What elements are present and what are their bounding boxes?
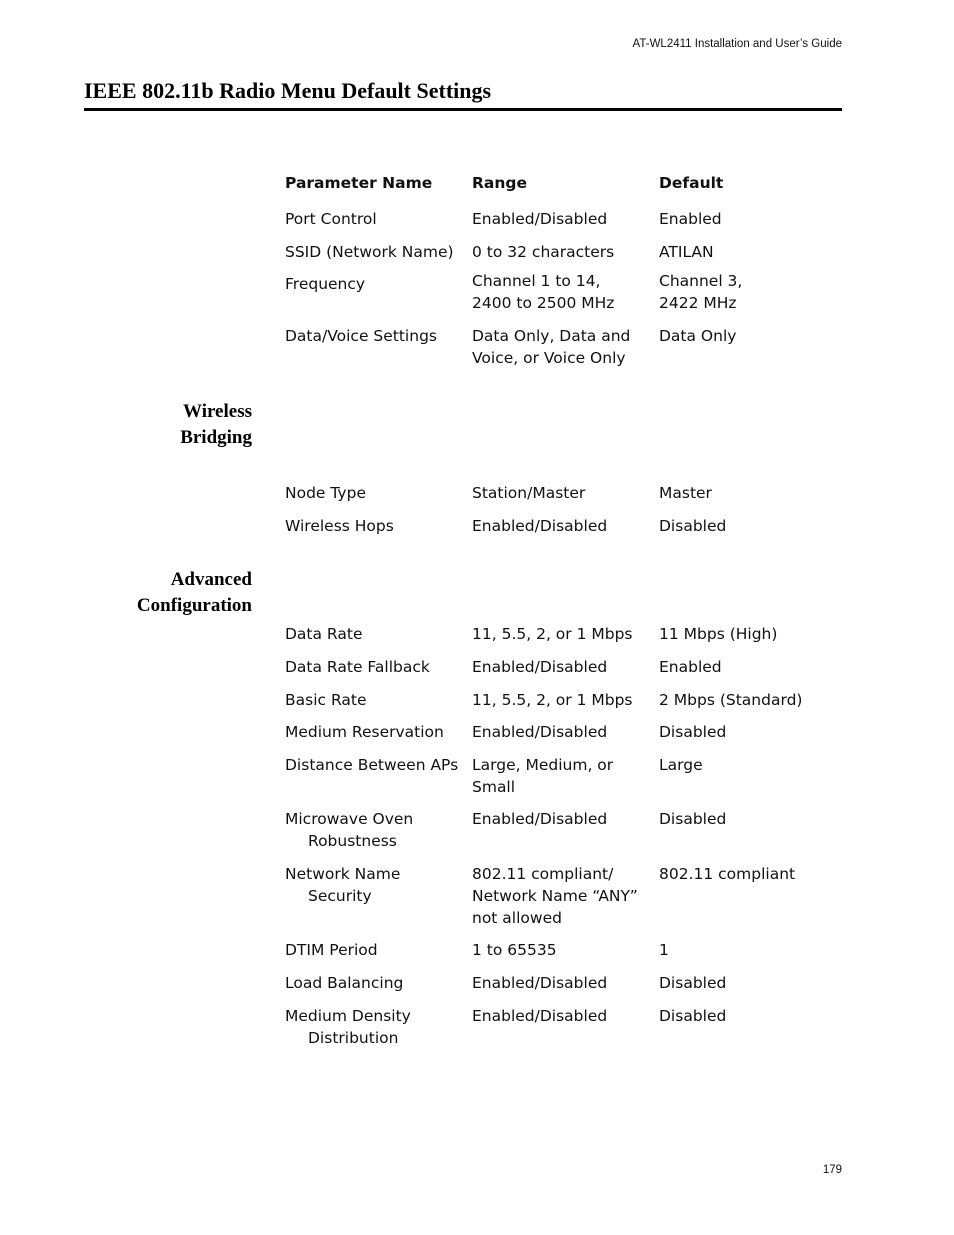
- param-name: Network Name: [285, 865, 401, 883]
- param-name-continuation: Security: [308, 887, 372, 905]
- default-value: 1: [659, 941, 669, 959]
- param-name: DTIM Period: [285, 941, 378, 959]
- default-value: Disabled: [659, 517, 727, 535]
- param-name-continuation: Distribution: [308, 1029, 399, 1047]
- title-rule: [84, 108, 842, 111]
- param-name: SSID (Network Name): [285, 243, 454, 261]
- range-value: 802.11 compliant/: [472, 865, 614, 883]
- section-heading-line: Configuration: [136, 595, 252, 616]
- section-heading-line: Bridging: [180, 427, 252, 448]
- section-heading-advanced-configuration: [84, 567, 252, 619]
- default-value: 11 Mbps (High): [659, 625, 778, 643]
- range-value: Enabled/Disabled: [472, 1007, 608, 1025]
- range-value: Large, Medium, or: [472, 756, 614, 774]
- default-value: Channel 3,: [659, 272, 743, 290]
- param-name: Port Control: [285, 210, 377, 228]
- range-value: Small: [472, 778, 516, 796]
- page-number: 179: [822, 1164, 842, 1176]
- range-value: Network Name “ANY”: [472, 887, 638, 905]
- range-value: Voice, or Voice Only: [472, 349, 626, 367]
- param-name: Data/Voice Settings: [285, 327, 437, 345]
- range-value: Enabled/Disabled: [472, 974, 608, 992]
- section-heading-line: Advanced: [170, 569, 252, 590]
- default-value: 2 Mbps (Standard): [659, 691, 803, 709]
- param-name: Basic Rate: [285, 691, 367, 709]
- range-value: Enabled/Disabled: [472, 723, 608, 741]
- range-value: 1 to 65535: [472, 941, 557, 959]
- param-name: Medium Density: [285, 1007, 411, 1025]
- default-value: 2422 MHz: [659, 294, 737, 312]
- default-value: Disabled: [659, 974, 727, 992]
- range-value: Enabled/Disabled: [472, 658, 608, 676]
- default-value: Disabled: [659, 1007, 727, 1025]
- default-value: Enabled: [659, 210, 722, 228]
- range-value: Enabled/Disabled: [472, 810, 608, 828]
- column-header-range: Range: [472, 174, 528, 192]
- section-heading-line: Wireless: [183, 401, 252, 422]
- range-value: Channel 1 to 14,: [472, 272, 601, 290]
- default-value: Data Only: [659, 327, 737, 345]
- range-value: 0 to 32 characters: [472, 243, 615, 261]
- param-name: Node Type: [285, 484, 366, 502]
- default-value: Disabled: [659, 723, 727, 741]
- default-value: 802.11 compliant: [659, 865, 796, 883]
- param-name: Distance Between APs: [285, 756, 459, 774]
- section-heading-wireless-bridging: [84, 399, 252, 451]
- param-name-continuation: Robustness: [308, 832, 397, 850]
- param-name: Microwave Oven: [285, 810, 414, 828]
- column-header-parameter: Parameter Name: [285, 174, 433, 192]
- param-name: Medium Reservation: [285, 723, 444, 741]
- param-name: Wireless Hops: [285, 517, 394, 535]
- page-title: IEEE 802.11b Radio Menu Default Settings: [84, 78, 492, 103]
- column-header-default: Default: [659, 174, 724, 192]
- default-value: Master: [659, 484, 712, 502]
- param-name: Data Rate Fallback: [285, 658, 430, 676]
- param-name: Load Balancing: [285, 974, 404, 992]
- default-value: Disabled: [659, 810, 727, 828]
- range-value: Station/Master: [472, 484, 586, 502]
- range-value: 11, 5.5, 2, or 1 Mbps: [472, 691, 633, 709]
- running-header: AT-WL2411 Installation and User’s Guide: [632, 38, 842, 50]
- default-value: Large: [659, 756, 703, 774]
- default-value: ATILAN: [659, 243, 714, 261]
- param-name: Data Rate: [285, 625, 363, 643]
- range-value: 2400 to 2500 MHz: [472, 294, 615, 312]
- default-value: Enabled: [659, 658, 722, 676]
- param-name: Frequency: [285, 275, 366, 293]
- range-value: not allowed: [472, 909, 562, 927]
- range-value: Enabled/Disabled: [472, 517, 608, 535]
- range-value: 11, 5.5, 2, or 1 Mbps: [472, 625, 633, 643]
- range-value: Enabled/Disabled: [472, 210, 608, 228]
- range-value: Data Only, Data and: [472, 327, 631, 345]
